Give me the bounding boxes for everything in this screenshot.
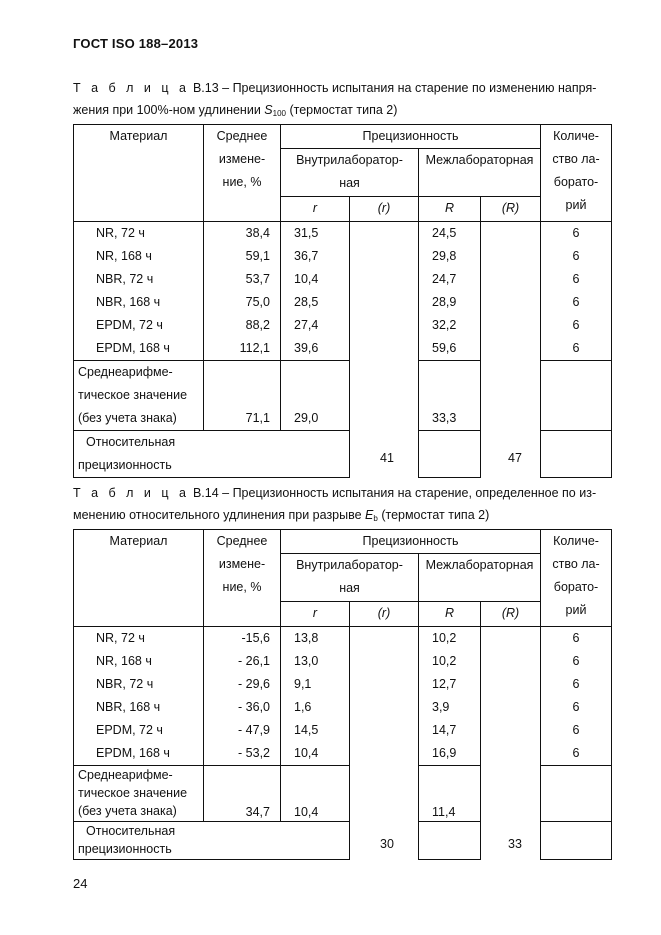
document-header: ГОСТ ISO 188–2013: [73, 36, 199, 51]
col-header-r-paren: (r): [350, 197, 419, 222]
material-column: NR, 72 ч NR, 168 ч NBR, 72 ч NBR, 168 ч EPDM, 72 ч EPDM, 168 ч: [74, 627, 204, 766]
relative-count-empty: [541, 431, 612, 478]
material-column: NR, 72 ч NR, 168 ч NBR, 72 ч NBR, 168 ч EPDM, 72 ч EPDM, 168 ч: [74, 222, 204, 361]
relative-count-empty: [541, 822, 612, 860]
R-paren-column: [481, 222, 541, 478]
mean-column: 38,4 59,1 53,7 75,0 88,2 112,1: [204, 222, 281, 361]
col-header-interlab: Межлабораторная: [419, 149, 541, 197]
col-header-precision: Прецизионность: [281, 125, 541, 149]
col-header-count: Количе- ство ла- борато- рий: [541, 125, 612, 222]
col-header-count: Количе- ство ла- борато- рий: [541, 530, 612, 627]
average-R: 33,3: [419, 361, 481, 431]
table-row: [74, 627, 612, 766]
caption-subscript: 100: [272, 109, 286, 118]
col-header-R: R: [419, 197, 481, 222]
col-header-r: r: [281, 197, 350, 222]
average-count: [541, 361, 612, 431]
col-header-mean: Среднее измене- ние, %: [204, 125, 281, 222]
average-r: 29,0: [281, 361, 350, 431]
col-header-interlab: Межлабораторная: [419, 554, 541, 602]
table-14-caption: [73, 482, 610, 530]
average-label: Среднеарифме- тическое значение (без учета знака): [74, 361, 204, 431]
col-header-R-paren: (R): [481, 602, 541, 627]
relative-R-value-14: 33: [508, 837, 522, 851]
page-number: 24: [73, 876, 88, 891]
relative-R-value-13: 47: [508, 451, 522, 465]
average-label: Среднеарифме- тическое значение (без учета знака): [74, 766, 204, 822]
table-13-caption: [73, 77, 610, 125]
col-header-material: Материал: [74, 125, 204, 222]
average-mean: 71,1: [204, 361, 281, 431]
col-header-precision: Прецизионность: [281, 530, 541, 554]
col-header-R-paren: (R): [481, 197, 541, 222]
caption-symbol: E: [365, 508, 374, 522]
R-column: 24,5 29,8 24,7 28,9 32,2 59,6: [419, 222, 481, 361]
r-column: 13,8 13,0 9,1 1,6 14,5 10,4: [281, 627, 350, 766]
table-14: [73, 529, 612, 860]
caption-prefix: Т а б л и ц а: [73, 486, 190, 500]
average-R: 11,4: [419, 766, 481, 822]
r-paren-column: [350, 627, 419, 860]
relative-r-value-14: 30: [380, 837, 394, 851]
relative-r-value-13: 41: [380, 451, 394, 465]
average-r: 10,4: [281, 766, 350, 822]
relative-R-empty: [419, 822, 481, 860]
col-header-r: r: [281, 602, 350, 627]
col-header-material: Материал: [74, 530, 204, 627]
average-count: [541, 766, 612, 822]
col-header-r-paren: (r): [350, 602, 419, 627]
caption-symbol: S: [264, 103, 273, 117]
relative-R-empty: [419, 431, 481, 478]
col-header-intralab: Внутрилаборатор- ная: [281, 554, 419, 602]
caption-line-2: менению относительного удлинения при разрыве: [73, 508, 366, 522]
R-paren-column: [481, 627, 541, 860]
mean-column: -15,6 - 26,1 - 29,6 - 36,0 - 47,9 - 53,2: [204, 627, 281, 766]
col-header-R: R: [419, 602, 481, 627]
caption-line-2: жения при 100%-ном удлинении: [73, 103, 265, 117]
R-column: 10,2 10,2 12,7 3,9 14,7 16,9: [419, 627, 481, 766]
relative-precision-label: Относительная прецизионность: [74, 431, 350, 478]
caption-line-2-end: (термостат типа 2): [285, 103, 398, 117]
caption-line-1: В.13 – Прецизионность испытания на старение по изменению напря-: [189, 81, 597, 95]
caption-line-1: В.14 – Прецизионность испытания на старение, определенное по из-: [189, 486, 597, 500]
relative-precision-label: Относительная прецизионность: [74, 822, 350, 860]
table-row: [74, 222, 612, 361]
col-header-intralab: Внутрилаборатор- ная: [281, 149, 419, 197]
r-column: 31,5 36,7 10,4 28,5 27,4 39,6: [281, 222, 350, 361]
caption-prefix: Т а б л и ц а: [73, 81, 190, 95]
r-paren-column: [350, 222, 419, 478]
col-header-mean: Среднее измене- ние, %: [204, 530, 281, 627]
count-column: 6 6 6 6 6 6: [541, 222, 612, 361]
average-mean: 34,7: [204, 766, 281, 822]
caption-line-2-end: (термостат типа 2): [377, 508, 490, 522]
count-column: 6 6 6 6 6 6: [541, 627, 612, 766]
table-13: [73, 124, 612, 478]
caption-subscript: b: [373, 514, 378, 523]
